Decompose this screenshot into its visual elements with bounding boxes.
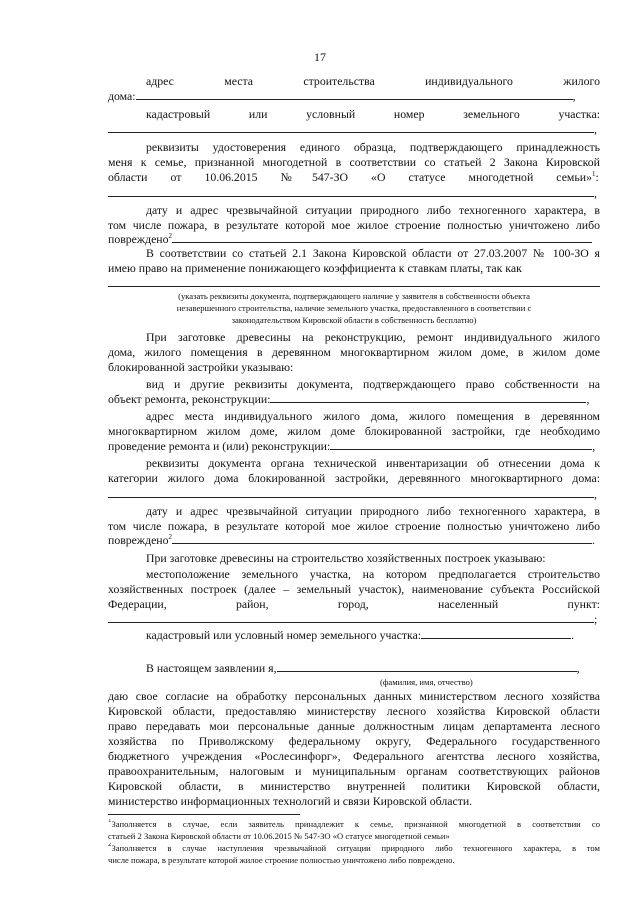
text-line: При заготовке древесины на реконструкцию, ремонт индивидуального жилого <box>146 330 600 344</box>
text-line: , <box>108 487 600 501</box>
text-line: области от 10.06.2015 №547-ЗО «О статусе многодетной семьи»$^1$: <box>108 170 599 184</box>
text-line: , <box>108 186 600 200</box>
text-line: , <box>108 122 600 136</box>
text-line: При заготовке древесины на строительство хозяйственных построек указываю: <box>146 551 546 565</box>
text-line: категории жилого дома блокированной застройки, деревянного многоквартирного дома: <box>108 471 600 485</box>
text-line: меня к семье, признанной многодетной в соответствии со статьей 2 Закона Кировской <box>108 155 600 169</box>
text-line: адрес места индивидуального жилого дома, жилого помещения в деревянном <box>146 409 600 423</box>
text-line: многоквартирном жилом доме, жилом доме блокированной застройки, где необходимо <box>108 424 600 438</box>
text-line: кадастровый или условный номер земельного участка: <box>146 107 600 121</box>
text-line: хозяйственных построек (далее – земельный участок), наименование субъекта Российской <box>108 582 600 596</box>
text-line: объект ремонта, реконструкции: , <box>108 392 590 406</box>
text-line: Кировской области, предоставляю министерству лесного хозяйства Кировской области <box>108 704 600 718</box>
text-line: проведение ремонта и (или) реконструкции: , <box>108 439 596 453</box>
text-line: блокированной застройки указываю: <box>108 360 294 374</box>
text-line: местоположение земельного участка, на котором предполагается строительство <box>146 567 600 581</box>
text-line: право передавать мои персональные данные должностным лицам департамента лесного <box>108 719 600 733</box>
blank-field <box>108 186 594 197</box>
name-field <box>277 661 577 672</box>
page-number: 17 <box>314 50 326 64</box>
blank-field <box>330 439 592 450</box>
hint-text: (фамилия, имя, отчество) <box>380 677 473 687</box>
blank-field <box>172 533 592 544</box>
blank-field <box>108 612 594 623</box>
footnote: статьей 2 Закона Кировской области от 10.06.2015 № 547-ЗО «О статусе многодетной семьи» <box>108 831 450 841</box>
blank-field <box>108 286 600 287</box>
text-line: вид и другие реквизиты документа, подтверждающего право собственности на <box>146 377 600 391</box>
text-line: том числе пожара, в результате которой мое жилое строение полностью уничтожено либо <box>108 519 600 533</box>
footnote: $^2$Заполняется в случае наступления чрезвычайной ситуации природного либо техногенного характера, в том <box>108 843 600 853</box>
text-line: дату и адрес чрезвычайной ситуации природного либо техногенного характера, в <box>146 504 600 518</box>
hint-text: (указать реквизиты документа, подтверждающего наличие у заявителя в собственности объекта <box>178 291 530 301</box>
text-line: правоохранительным, налоговым и муниципальным органам соответствующих районов <box>108 764 600 778</box>
text-line: министерство информационных технологий и связи Кировской области. <box>108 794 473 808</box>
hint-text: законодательством Кировской области в собственность бесплатно) <box>231 315 477 325</box>
blank-field <box>172 232 592 243</box>
text-line: дома: , <box>108 89 576 103</box>
footnote: числе пожара, в результате которой жилое строение полностью уничтожено либо повреждено. <box>108 855 455 865</box>
text-line: В соответствии со статьей 2.1 Закона Кировской области от 27.03.2007 № 100-ЗО я <box>146 246 600 260</box>
text-line: реквизиты документа органа технической инвентаризации об отнесении дома к <box>146 456 600 470</box>
text-line: дату и адрес чрезвычайной ситуации природного либо техногенного характера, в <box>146 203 600 217</box>
text-line: даю свое согласие на обработку персональных данных министерством лесного хозяйства <box>108 689 600 703</box>
text-line: реквизиты удостоверения единого образца, подтверждающего принадлежность <box>146 140 600 154</box>
text-line: том числе пожара, в результате которой мое жилое строение полностью уничтожено либо <box>108 218 600 232</box>
text-line: В настоящем заявлении я, , <box>146 661 580 675</box>
blank-field <box>136 89 573 100</box>
text-line: имею право на применение понижающего коэффициента к ставкам платы, так как <box>108 261 522 275</box>
footnote-divider <box>108 814 300 815</box>
text-line: Федерации, район, город, населенный пункт: <box>108 597 600 611</box>
text-line: адрес места строительства индивидуального жилого <box>146 74 600 88</box>
blank-field <box>108 487 594 498</box>
hint-text: незавершенного строительства, наличие земельного участка, предоставленного в соответствии с <box>176 303 532 313</box>
text-line: повреждено$^2$ <box>108 232 600 246</box>
blank-field <box>421 628 571 639</box>
text-line: повреждено$^2$ . <box>108 533 595 547</box>
text-line: Кировской области, в министерство внутренней политики Кировской области, <box>108 779 600 793</box>
text-line: бюджетного учреждения «Рослесинфорг», Федерального агентства лесного хозяйства, <box>108 749 600 763</box>
text-line: хозяйства по Приволжскому федеральному округу, Федерального государственного <box>108 734 600 748</box>
footnote: $^1$Заполняется в случае, если заявитель принадлежит к семье, признанной многодетной в соответствии со <box>108 819 600 829</box>
text-line: дома, жилого помещения в деревянном многоквартирном жилом доме, в жилом доме <box>108 345 600 359</box>
blank-field <box>108 122 594 133</box>
text-line: ; <box>108 612 600 626</box>
blank-field <box>270 392 586 403</box>
text-line: кадастровый или условный номер земельного участка: . <box>146 628 575 642</box>
